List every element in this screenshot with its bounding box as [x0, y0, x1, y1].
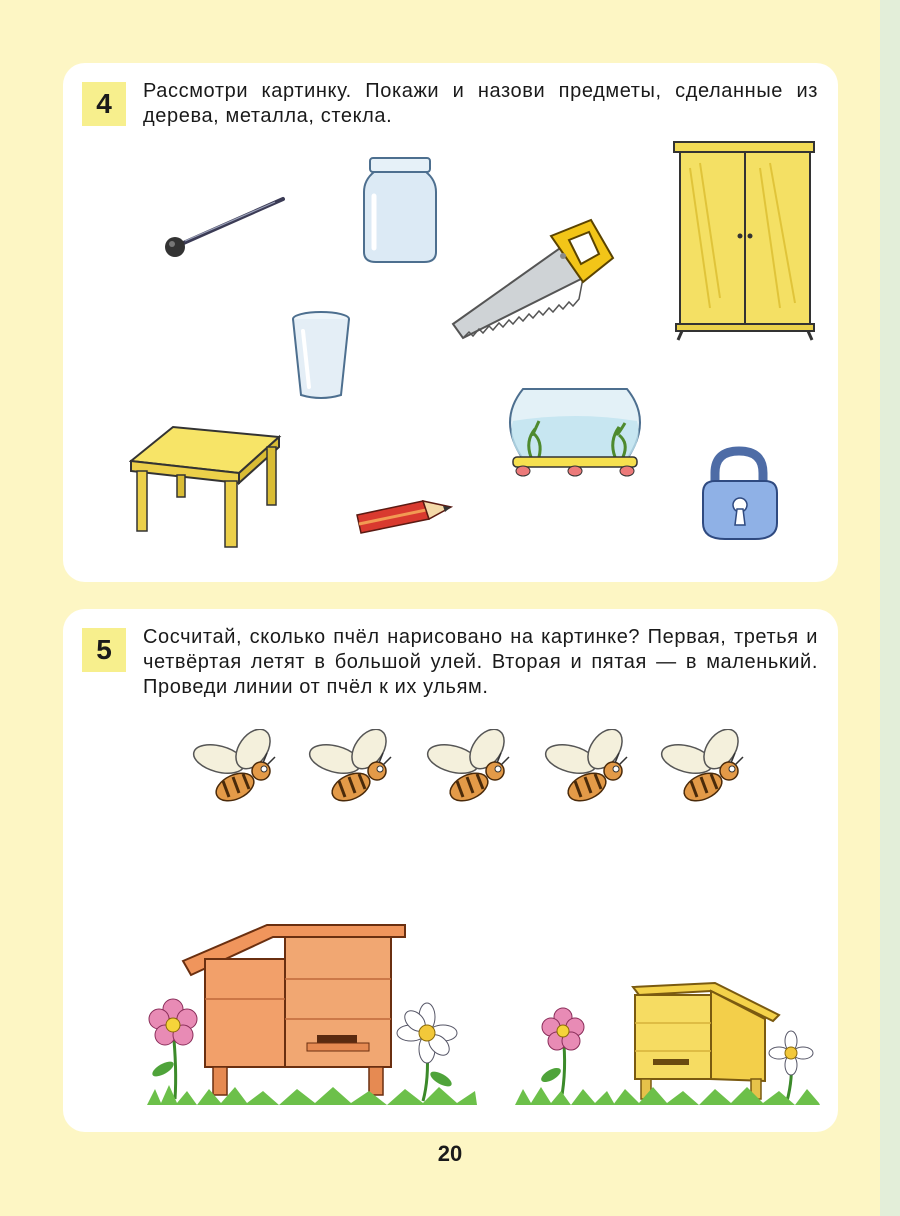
- small-hive[interactable]: [633, 983, 779, 1099]
- drinking-glass-image[interactable]: [289, 309, 354, 404]
- side-strip: [880, 0, 900, 1216]
- daisy-left: [397, 1003, 457, 1101]
- big-hive-scene: [147, 919, 477, 1109]
- bee-5[interactable]: [659, 729, 749, 811]
- needle-image[interactable]: [155, 193, 285, 268]
- task-4-instruction: Рассмотри картинку. Покажи и назови предметы, сделанные из дерева, металла, стекла.: [143, 80, 818, 127]
- pink-flower-right: [539, 1008, 584, 1101]
- padlock-image[interactable]: [695, 445, 785, 545]
- task-5-number: 5: [82, 628, 126, 672]
- page-number: 20: [437, 1141, 463, 1166]
- grass-right-a: [515, 1087, 615, 1105]
- big-hive[interactable]: [183, 925, 405, 1095]
- wardrobe-image[interactable]: [670, 138, 820, 343]
- task-5-text: [143, 625, 818, 700]
- table-image[interactable]: [129, 423, 284, 553]
- bee-1[interactable]: [191, 729, 281, 811]
- pink-flower-left: [149, 999, 197, 1099]
- task-4-card: [63, 63, 838, 582]
- grass-left: [147, 1085, 477, 1105]
- aquarium-image[interactable]: [503, 381, 648, 481]
- bee-3[interactable]: [425, 729, 515, 811]
- task-4-text: [143, 79, 818, 129]
- small-hive-scene: [515, 979, 820, 1109]
- glass-jar-image[interactable]: [360, 156, 440, 266]
- bee-2[interactable]: [307, 729, 397, 811]
- hand-saw-image[interactable]: [451, 216, 616, 341]
- task-4-number: 4: [82, 82, 126, 126]
- task-5-card: [63, 609, 838, 1132]
- pencil-image[interactable]: [353, 495, 453, 540]
- task-5-instruction: Сосчитай, сколько пчёл нарисовано на картинке? Первая, третья и четвёртая летят в большой улей. Вторая и пятая — в маленький. Проведи линии от пчёл к их ульям.: [143, 626, 818, 698]
- bee-4[interactable]: [543, 729, 633, 811]
